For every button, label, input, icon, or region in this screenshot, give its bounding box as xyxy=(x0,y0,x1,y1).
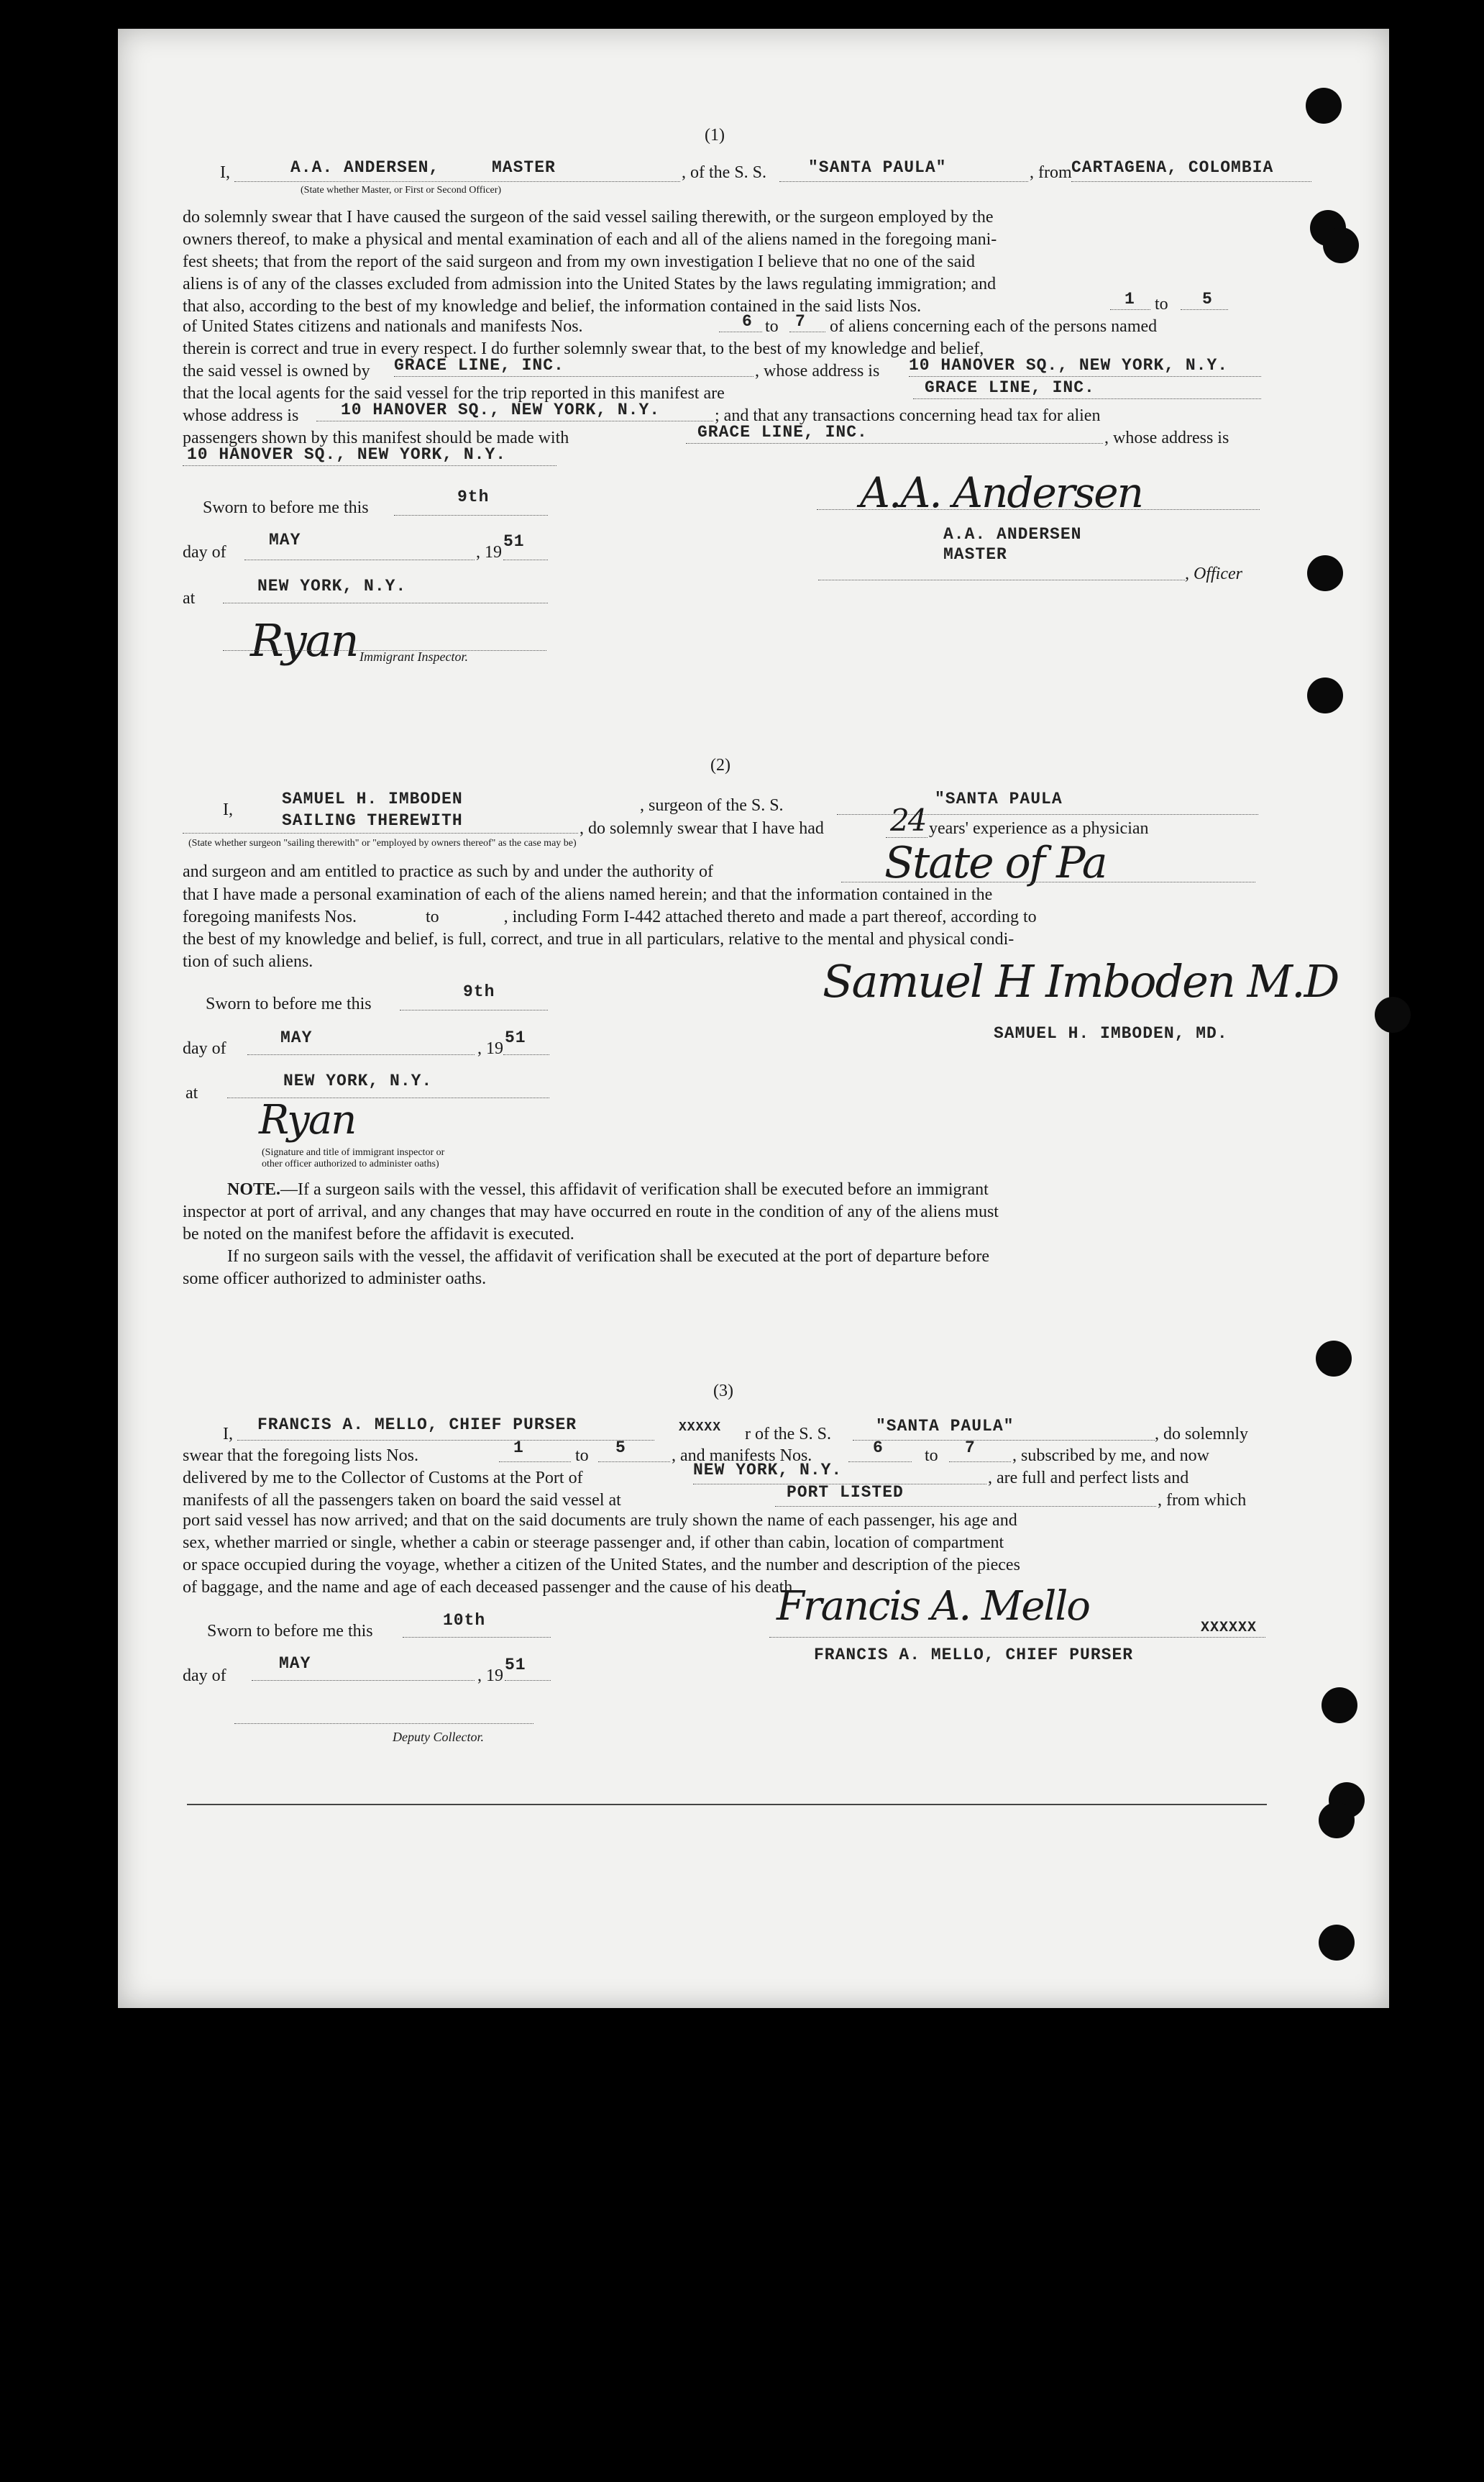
oath-text: , and manifests Nos. xyxy=(672,1446,812,1465)
oath-text: to xyxy=(765,317,779,336)
binder-hole xyxy=(1306,88,1342,124)
note-paragraph xyxy=(183,1179,1261,1290)
caption: (State whether Master, or First or Second Officer) xyxy=(301,185,502,196)
oath-text: and surgeon and am entitled to practice as such by and under the authority of xyxy=(183,862,713,881)
headtax-party: GRACE LINE, INC. xyxy=(697,423,868,442)
master-typed-rank: MASTER xyxy=(943,545,1007,564)
oath-line: of baggage, and the name and age of each deceased passenger and the cause of his death. xyxy=(183,1578,797,1597)
year-prefix: , 19 xyxy=(477,1666,503,1685)
manifest-from: 6 xyxy=(742,312,753,331)
note-text: If no surgeon sails with the vessel, the affidavit of verification shall be executed at the port of departure before xyxy=(227,1247,990,1266)
oath-line: tion of such aliens. xyxy=(183,952,313,971)
local-agents: GRACE LINE, INC. xyxy=(925,378,1095,397)
departure-port: PORT LISTED xyxy=(787,1483,904,1502)
oath-line: that I have made a personal examination of each of the aliens named herein; and that the information contained in the xyxy=(183,885,993,904)
inspector-signature: Ryan xyxy=(259,1097,356,1144)
manifest-to: 7 xyxy=(965,1438,976,1457)
fill-line xyxy=(234,1723,533,1724)
oath-text: to xyxy=(925,1446,938,1465)
ship-name: "SANTA PAULA xyxy=(935,790,1063,808)
oath-line: port said vessel has now arrived; and that on the said documents are truly shown the name of each passenger, his age and xyxy=(183,1511,1017,1530)
collector-caption: Deputy Collector. xyxy=(393,1730,484,1744)
fill-line xyxy=(394,515,548,516)
oath-text: , from which xyxy=(1158,1491,1247,1510)
fill-line xyxy=(1071,181,1311,182)
oath-text: therein is correct and true in every respect. I do further solemnly swear that, to the best of my knowledge and belief, xyxy=(183,339,984,358)
ship-name: "SANTA PAULA" xyxy=(876,1417,1014,1436)
oath-text: , of the S. S. xyxy=(682,163,767,182)
oath-text: ; and that any transactions concerning head tax for alien xyxy=(715,406,1101,425)
binder-hole xyxy=(1375,997,1411,1033)
oath-line: or space occupied during the voyage, whether a citizen of the United States, and the number and description of the pieces xyxy=(183,1556,1020,1574)
day-of-text: day of xyxy=(183,543,226,562)
oath-text: , surgeon of the S. S. xyxy=(640,796,784,815)
years-experience: 24 xyxy=(890,803,926,838)
purser-typed-name: FRANCIS A. MELLO, CHIEF PURSER xyxy=(814,1646,1134,1664)
note-line: be noted on the manifest before the affidavit is executed. xyxy=(183,1225,574,1244)
sworn-day: 9th xyxy=(457,488,490,506)
fill-line xyxy=(775,1506,1156,1507)
fill-line xyxy=(1110,309,1150,310)
sworn-month: MAY xyxy=(269,531,301,549)
headtax-address: 10 HANOVER SQ., NEW YORK, N.Y. xyxy=(187,445,507,464)
oath-text: to xyxy=(575,1446,589,1465)
oath-text: , from xyxy=(1030,163,1072,182)
oath-text: r of the S. S. xyxy=(745,1425,831,1443)
oath-text: , whose address is xyxy=(1104,429,1229,447)
oath-paragraph xyxy=(183,1510,1261,1599)
master-typed-name: A.A. ANDERSEN xyxy=(943,525,1082,544)
fill-line xyxy=(394,376,754,377)
owner-address: 10 HANOVER SQ., NEW YORK, N.Y. xyxy=(909,356,1229,375)
surgeon-typed-name: SAMUEL H. IMBODEN, MD. xyxy=(994,1024,1228,1043)
lists-from: 1 xyxy=(513,1438,524,1457)
master-name: A.A. ANDERSEN, xyxy=(290,158,440,177)
fill-line xyxy=(909,376,1261,377)
day-of-text: day of xyxy=(183,1039,226,1058)
year-suffix: 51 xyxy=(503,532,525,551)
oath-text: of United States citizens and nationals and manifests Nos. xyxy=(183,317,583,336)
lists-to: 5 xyxy=(1202,290,1213,309)
oath-text: , subscribed by me, and now xyxy=(1012,1446,1209,1465)
sworn-text: Sworn to before me this xyxy=(207,1622,373,1641)
oath-text: , do solemnly swear that I have had xyxy=(580,819,824,838)
binder-hole xyxy=(1319,1925,1355,1961)
fill-line xyxy=(913,398,1261,399)
purser-signature: Francis A. Mello xyxy=(777,1583,1089,1630)
oath-line: that also, according to the best of my knowledge and belief, the information contained in the said lists Nos. xyxy=(183,297,922,316)
oath-line: the best of my knowledge and belief, is full, correct, and true in all particulars, relative to the mental and physical condi- xyxy=(183,930,1014,949)
oath-text: , whose address is xyxy=(755,362,880,380)
at-text: at xyxy=(186,1084,198,1103)
note-label: NOTE. xyxy=(227,1180,281,1199)
surgeon-name: SAMUEL H. IMBODEN xyxy=(282,790,463,808)
oath-text: manifests of all the passengers taken on board the said vessel at xyxy=(183,1491,621,1510)
manifest-to: 7 xyxy=(795,312,806,331)
oath-line: foregoing manifests Nos. to , including Form I-442 attached thereto and made a part thereof, according to xyxy=(183,908,1037,926)
fill-line xyxy=(503,1054,549,1055)
sworn-text: Sworn to before me this xyxy=(203,498,369,517)
sworn-month: MAY xyxy=(279,1654,311,1673)
oath-text: of aliens concerning each of the persons named xyxy=(830,317,1158,336)
sworn-place: NEW YORK, N.Y. xyxy=(283,1072,433,1090)
agents-address: 10 HANOVER SQ., NEW YORK, N.Y. xyxy=(341,401,661,419)
fill-line xyxy=(598,1461,670,1462)
oath-paragraph xyxy=(183,206,1261,318)
sworn-day: 10th xyxy=(443,1611,486,1630)
sworn-day: 9th xyxy=(463,982,495,1001)
fill-line xyxy=(403,1637,551,1638)
master-signature: A.A. Andersen xyxy=(860,468,1142,517)
sworn-month: MAY xyxy=(280,1028,313,1047)
binder-hole xyxy=(1319,1802,1355,1838)
binder-hole xyxy=(1307,555,1343,591)
oath-text: to xyxy=(1155,295,1168,314)
oath-line: fest sheets; that from the report of the said surgeon and from my own investigation I believe that no one of the said xyxy=(183,252,975,271)
inspector-caption: (Signature and title of immigrant inspector or xyxy=(262,1147,445,1158)
practice-authority: State of Pa xyxy=(884,838,1107,888)
arrival-port: NEW YORK, N.Y. xyxy=(693,1461,843,1479)
fill-line xyxy=(183,465,556,466)
binder-hole xyxy=(1316,1341,1352,1377)
lists-from: 1 xyxy=(1125,290,1135,309)
fill-line xyxy=(686,443,1103,444)
oath-text: , do solemnly xyxy=(1155,1425,1248,1443)
officer-caption: , Officer xyxy=(1185,565,1242,583)
year-prefix: , 19 xyxy=(476,543,502,562)
oath-text: I, xyxy=(220,163,230,182)
year-suffix: 51 xyxy=(505,1028,526,1047)
sworn-place: NEW YORK, N.Y. xyxy=(257,577,407,596)
section-number: (2) xyxy=(710,756,730,775)
year-suffix: 51 xyxy=(505,1656,526,1674)
lists-to: 5 xyxy=(615,1438,626,1457)
oath-text: swear that the foregoing lists Nos. xyxy=(183,1446,418,1465)
oath-line: do solemnly swear that I have caused the surgeon of the said vessel sailing therewith, or the surgeon employed by the xyxy=(183,208,994,227)
oath-text: I, xyxy=(223,800,233,819)
note-line: some officer authorized to administer oaths. xyxy=(183,1269,487,1288)
fill-line xyxy=(499,1461,571,1462)
port-from: CARTAGENA, COLOMBIA xyxy=(1071,158,1274,177)
note-line: inspector at port of arrival, and any changes that may have occurred en route in the condition of any of the aliens must xyxy=(183,1203,999,1221)
section-number: (3) xyxy=(713,1382,733,1400)
surgeon-signature: Samuel H Imboden M.D xyxy=(823,955,1339,1008)
section-number: (1) xyxy=(705,126,725,145)
binder-hole xyxy=(1307,677,1343,713)
at-text: at xyxy=(183,589,196,608)
oath-text: passengers shown by this manifest should be made with xyxy=(183,429,569,447)
note-text: —If a surgeon sails with the vessel, this affidavit of verification shall be executed before an immigrant xyxy=(280,1180,989,1199)
oath-line: aliens is of any of the classes excluded from admission into the United States by the laws regulating immigration; and xyxy=(183,275,997,293)
oath-text: years' experience as a physician xyxy=(929,819,1149,838)
struck-title: XXXXX xyxy=(679,1420,722,1435)
fill-line xyxy=(505,1680,551,1681)
manifest-from: 6 xyxy=(873,1438,884,1457)
fill-line xyxy=(853,1440,1155,1441)
inspector-signature: Ryan xyxy=(250,614,358,667)
oath-text: delivered by me to the Collector of Customs at the Port of xyxy=(183,1469,583,1487)
day-of-text: day of xyxy=(183,1666,226,1685)
fill-line xyxy=(949,1461,1011,1462)
fill-line xyxy=(817,509,1260,510)
fill-line xyxy=(779,181,1028,182)
fill-line xyxy=(237,1440,654,1441)
purser-name: FRANCIS A. MELLO, CHIEF PURSER xyxy=(257,1415,577,1434)
oath-text: that the local agents for the said vessel for the trip reported in this manifest are xyxy=(183,384,725,403)
fill-line xyxy=(848,1461,912,1462)
oath-text: I, xyxy=(223,1425,233,1443)
master-rank: MASTER xyxy=(492,158,556,177)
fill-line xyxy=(247,1054,475,1055)
caption: (State whether surgeon "sailing therewith" or "employed by owners thereof" as the case may be) xyxy=(188,838,577,849)
inspector-caption: other officer authorized to administer oaths) xyxy=(262,1159,439,1169)
fill-line xyxy=(252,1680,475,1681)
note-line xyxy=(183,1246,1261,1268)
fill-line xyxy=(1181,309,1228,310)
bottom-rule xyxy=(187,1804,1267,1805)
binder-hole xyxy=(1323,227,1359,263)
inspector-caption: Immigrant Inspector. xyxy=(359,649,468,664)
binder-hole xyxy=(1322,1687,1357,1723)
oath-text: whose address is xyxy=(183,406,299,425)
ship-name: "SANTA PAULA" xyxy=(808,158,947,177)
surgeon-status: SAILING THEREWITH xyxy=(282,811,463,830)
oath-line: sex, whether married or single, whether a cabin or steerage passenger and, if other than cabin, location of compartment xyxy=(183,1533,1004,1552)
oath-line: owners thereof, to make a physical and mental examination of each and all of the aliens named in the foregoing mani- xyxy=(183,230,997,249)
fill-line xyxy=(183,833,578,834)
sworn-text: Sworn to before me this xyxy=(206,995,372,1013)
oath-text: , are full and perfect lists and xyxy=(988,1469,1189,1487)
note-line xyxy=(183,1179,1261,1201)
oath-text: the said vessel is owned by xyxy=(183,362,370,380)
fill-line xyxy=(234,181,680,182)
fill-line xyxy=(769,1637,1265,1638)
struck-suffix: XXXXXX xyxy=(1201,1620,1258,1636)
year-prefix: , 19 xyxy=(477,1039,503,1058)
vessel-owner: GRACE LINE, INC. xyxy=(394,356,564,375)
